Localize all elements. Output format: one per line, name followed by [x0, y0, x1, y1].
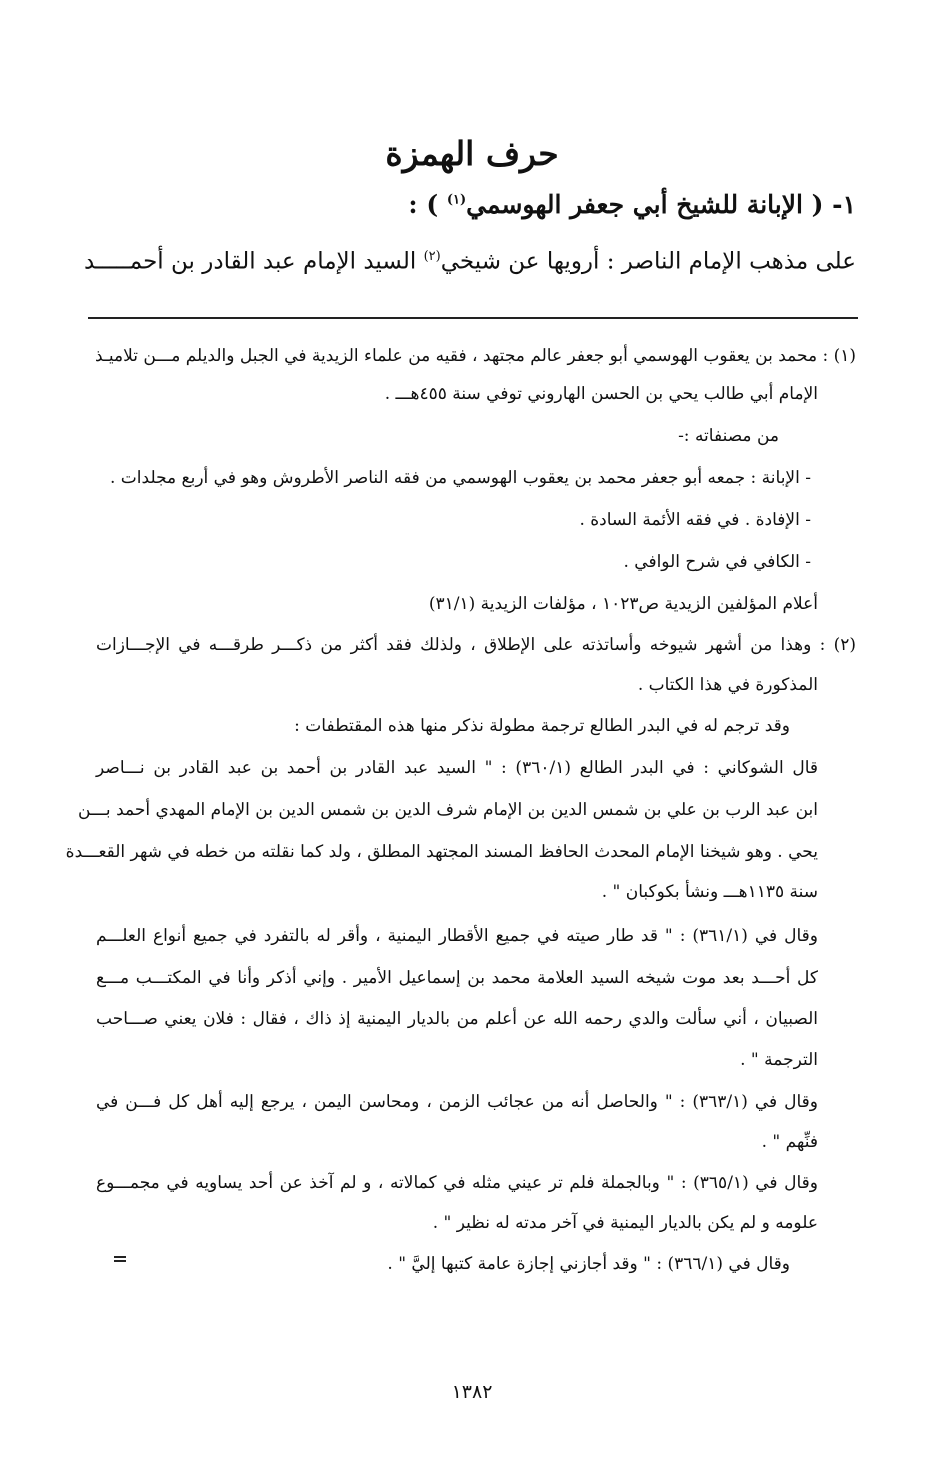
footnote-line: فنِّهم " . — [761, 1132, 818, 1152]
footnote-line: ابن عبد الرب بن علي بن شمس الدين بن الإمام شرف الدين بن شمس الدين بن الإمام المهدي أحمد بـــن — [78, 800, 818, 820]
entry-title-text: ١- ( الإبانة للشيخ أبي جعفر الهوسمي — [466, 190, 856, 219]
footnote-ref-2: (٢) — [423, 249, 441, 264]
section-heading: حرف الهمزة — [385, 134, 559, 173]
footnote-separator-rule — [88, 317, 858, 319]
footnote-line: - الإفادة . في فقه الأئمة السادة . — [579, 510, 811, 530]
footnote-line: قال الشوكاني : في البدر الطالع (٣٦٠/١) : " السيد عبد القادر بن أحمد بن عبد القادر بن نـــاصر — [96, 758, 818, 778]
page-number: ١٣٨٢ — [451, 1381, 493, 1403]
footnote-line: وقال في (٣٦٥/١) : " وبالجملة فلم تر عيني مثله في كمالاته ، و لم آخذ عن أحد يساويه في مجمـــوع — [96, 1173, 819, 1193]
footnote-line: الترجمة " . — [740, 1050, 818, 1070]
body-line-1 — [84, 250, 856, 274]
footnote-line: المذكورة في هذا الكتاب . — [637, 675, 818, 695]
footnote-line: الإمام أبي طالب يحي بن الحسن الهاروني توفي سنة ٤٥٥هـــ . — [384, 384, 818, 404]
footnote-line: - الإبانة : جمعه أبو جعفر محمد بن يعقوب الهوسمي من فقه الناصر الأطروش وهو في أربع مجلدات . — [109, 468, 811, 488]
footnote-line: أعلام المؤلفين الزيدية ص١٠٢٣ ، مؤلفات الزيدية (٣١/١) — [428, 594, 818, 614]
footnote-line: من مصنفاته :- — [678, 426, 779, 446]
footnote-line: (١) : محمد بن يعقوب الهوسمي أبو جعفر عالم مجتهد ، فقيه من علماء الزيدية في الجبل والديلم مـــن تلاميـذ — [94, 346, 856, 366]
body-line-1-part-b: السيد الإمام عبد القادر بن أحمـــــد — [84, 248, 424, 275]
footnote-line: (٢) : وهذا من أشهر شيوخه وأساتذته على الإطلاق ، ولذلك فقد أكثر من ذكـــر طرقـــه في الإجـــازات — [96, 635, 856, 655]
body-line-1-part-a: على مذهب الإمام الناصر : أرويها عن شيخي — [440, 248, 856, 275]
footnote-line: كل أحـــد بعد موت شيخه السيد العلامة محمد بن إسماعيل الأمير . وإني أذكر وأنا في المكتـــب مـــع — [96, 968, 818, 988]
continuation-mark — [114, 1256, 126, 1264]
footnote-line: سنة ١١٣٥هـــ ونشأ بكوكبان " . — [601, 882, 818, 902]
footnote-line: الصبيان ، أني سألت والدي رحمه الله عن أعلم من بالديار اليمنية إذ ذاك ، فقال : فلان يعني صـــاحب — [96, 1009, 818, 1029]
footnote-line: وقد ترجم له في البدر الطالع ترجمة مطولة نذكر منها هذه المقتطفات : — [294, 716, 790, 736]
entry-title — [408, 192, 856, 217]
footnote-line: يحي . وهو شيخنا الإمام المحدث الحافظ المسند المجتهد المطلق ، ولد كما نقلته من خطه في شهر القعـــدة — [65, 842, 818, 862]
footnote-line: علومه و لم يكن بالديار اليمنية في آخر مدته له نظير " . — [432, 1213, 818, 1233]
footnote-ref-1: (١) — [446, 192, 467, 208]
footnote-line: وقال في (٣٦١/١) : " قد طار صيته في جميع الأقطار اليمنية ، وأقر له بالتفرد في جميع أنواع العلـــم — [96, 926, 819, 946]
footnote-line: وقال في (٣٦٦/١) : " وقد أجازني إجازة عامة كتبها إليَّ " . — [387, 1254, 790, 1274]
entry-title-end: ) : — [408, 190, 447, 219]
footnote-line: وقال في (٣٦٣/١) : " والحاصل أنه من عجائب الزمن ، ومحاسن اليمن ، يرجع إليه أهل كل فـــن في — [96, 1092, 818, 1112]
footnote-line: - الكافي في شرح الوافي . — [623, 552, 811, 572]
